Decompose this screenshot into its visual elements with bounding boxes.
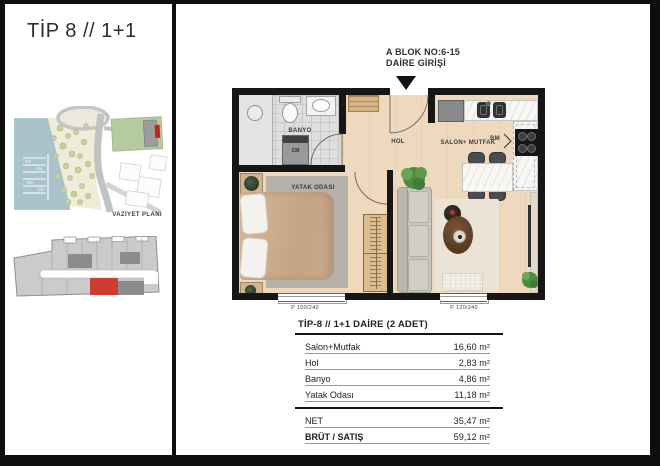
floor-plan <box>232 88 545 300</box>
bathroom-sink-basin <box>312 99 330 112</box>
key-plan-corridor <box>40 270 157 278</box>
key-plan-highlighted-unit <box>90 278 118 295</box>
area-row-value: 35,47 m² <box>453 416 490 426</box>
window-dimension-2: P 120/240 <box>450 305 478 311</box>
plant-icon <box>521 269 538 291</box>
area-row-label: Banyo <box>305 374 331 384</box>
area-row-value: 2,83 m² <box>458 358 490 368</box>
toilet-bowl <box>282 103 298 123</box>
wall <box>232 88 239 300</box>
room-label-salon-mutfak: SALON+ MUTFAK <box>440 140 496 146</box>
dining-table <box>462 163 513 192</box>
area-row-value: 4,86 m² <box>458 374 490 384</box>
nightstand-plant-icon <box>244 176 259 191</box>
shoe-cabinet <box>348 95 379 112</box>
frame-border-left <box>0 0 5 466</box>
site-project-block <box>111 117 163 152</box>
key-plan-core-1 <box>68 254 92 268</box>
kitchen-sink-2 <box>493 102 506 118</box>
plan-type-title: TİP 8 // 1+1 <box>27 20 137 42</box>
wall <box>428 88 545 95</box>
washing-machine-label: CM <box>291 148 300 154</box>
site-block-highlight <box>155 125 161 138</box>
area-row-salon-mutfak <box>305 338 490 354</box>
area-table <box>295 319 503 444</box>
burner-icon <box>527 144 536 153</box>
wall <box>232 88 390 95</box>
building-key-plan <box>12 236 162 300</box>
tv <box>528 205 531 267</box>
window-dimension-1: P 150/240 <box>291 305 319 311</box>
sofa-backrest <box>398 188 408 292</box>
plant-icon <box>399 164 429 192</box>
area-row-banyo <box>305 370 490 386</box>
area-table-header: TİP-8 // 1+1 DAİRE (2 ADET) <box>295 319 503 335</box>
site-plan-label: VAZİYET PLANI <box>112 212 162 218</box>
bathroom-wall <box>339 95 346 134</box>
washer-panel <box>283 136 308 143</box>
wall <box>345 293 440 300</box>
key-plan-core-2 <box>120 252 140 264</box>
kitchen-wall-stub <box>428 95 435 123</box>
wardrobe-divider <box>364 253 387 254</box>
key-plan-dark-unit <box>118 281 144 295</box>
area-row-net <box>305 412 490 428</box>
decor-item <box>450 210 455 215</box>
entrance-line-2: DAİRE GİRİŞİ <box>386 58 446 68</box>
pillow <box>239 193 268 235</box>
burner-icon <box>518 132 527 141</box>
toilet <box>279 96 301 103</box>
window-sill <box>440 300 489 304</box>
panel-divider <box>172 0 176 466</box>
shower-drain <box>247 105 263 121</box>
faucet-icon <box>486 101 491 106</box>
frame-border-bottom <box>0 455 660 466</box>
area-row-value: 16,60 m² <box>453 342 490 352</box>
wall <box>232 293 278 300</box>
sofa-cushion <box>408 259 429 291</box>
site-plan-map <box>8 106 168 216</box>
window-sill <box>278 300 347 304</box>
area-row-brut-satis <box>305 428 490 444</box>
site-neighbor-buildings <box>119 155 167 208</box>
area-row-label: NET <box>305 416 323 426</box>
pillow <box>239 237 268 279</box>
area-row-label: BRÜT / SATIŞ <box>305 432 364 442</box>
area-row-value: 59,12 m² <box>453 432 490 442</box>
bathroom-wall <box>232 165 345 172</box>
sofa-cushion <box>408 191 429 223</box>
wall <box>538 88 545 300</box>
sofa <box>397 187 432 293</box>
room-label-banyo: BANYO <box>288 128 312 134</box>
wardrobe <box>363 214 388 292</box>
coffee-table-tray <box>453 230 466 243</box>
bedroom-wall <box>387 170 393 293</box>
dishwasher-label: BM <box>490 136 500 142</box>
entrance-line-1: A BLOK NO:6-15 <box>386 47 460 57</box>
room-label-yatak-odasi: YATAK ODASI <box>291 185 335 191</box>
key-plan-gap <box>144 272 158 284</box>
stove <box>515 129 538 156</box>
frame-border-right <box>650 0 660 466</box>
table-divider <box>295 407 503 409</box>
washing-machine <box>282 135 309 165</box>
frame-border-top <box>0 0 660 4</box>
burner-icon <box>518 144 527 153</box>
entrance-label <box>386 47 460 69</box>
area-row-value: 11,18 m² <box>454 390 490 400</box>
wall <box>487 293 545 300</box>
room-label-hol: HOL <box>391 139 405 145</box>
area-row-yatak-odasi <box>305 386 490 402</box>
area-row-label: Yatak Odası <box>305 390 354 400</box>
ottoman <box>442 273 483 291</box>
burner-icon <box>527 132 536 141</box>
kitchen-tall-cabinet <box>438 100 464 122</box>
area-row-label: Salon+Mutfak <box>305 342 361 352</box>
sofa-cushion <box>408 225 429 257</box>
area-row-hol <box>305 354 490 370</box>
area-row-label: Hol <box>305 358 319 368</box>
